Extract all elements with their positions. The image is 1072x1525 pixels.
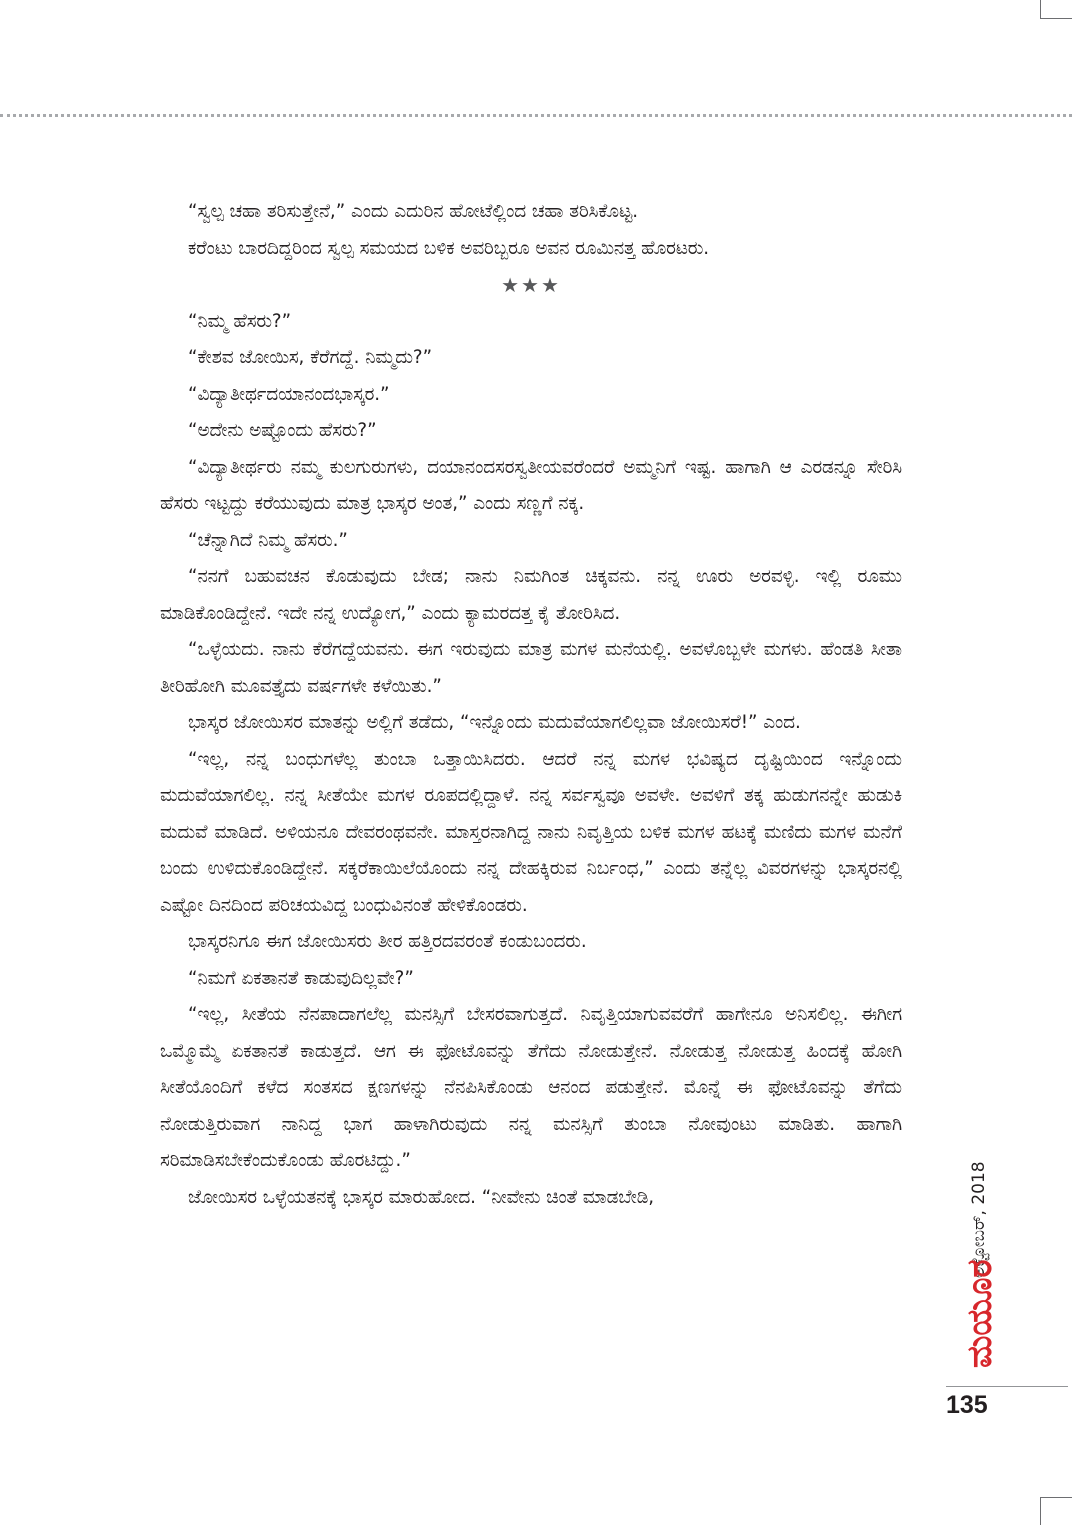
- paragraph: “ಕೇಶವ ಜೋಯಿಸ, ಕೆರೆಗದ್ದೆ. ನಿಮ್ಮದು?”: [188, 347, 433, 368]
- paragraph: “ಚೆನ್ನಾಗಿದೆ ನಿಮ್ಮ ಹೆಸರು.”: [188, 529, 348, 551]
- page-number-rule: [946, 1386, 1068, 1387]
- paragraph: “ಒಳ್ಳೆಯದು. ನಾನು ಕೆರೆಗದ್ದೆಯವನು. ಈಗ ಇರುವುದು ಮಾತ್ರ ಮಗಳ ಮನೆಯಲ್ಲಿ. ಅವಳೊಬ್ಬಳೇ ಮಗಳು. ಹೆಂಡತಿ ಸೀತಾ ತೀರಿಹೋಗಿ ಮೂವತ್ತೈದು ವರ್ಷಗಳೇ ಕಳೆಯಿತು.”: [160, 639, 902, 697]
- crop-mark-top: [1040, 0, 1041, 18]
- paragraph: “ಇಲ್ಲ, ನನ್ನ ಬಂಧುಗಳೆಲ್ಲ ತುಂಬಾ ಒತ್ತಾಯಿಸಿದರು. ಆದರೆ ನನ್ನ ಮಗಳ ಭವಿಷ್ಯದ ದೃಷ್ಟಿಯಿಂದ ಇನ್ನೊಂದು ಮದುವೆಯಾಗಲಿಲ್ಲ. ನನ್ನ ಸೀತೆಯೇ ಮಗಳ ರೂಪದಲ್ಲಿದ್ದಾಳೆ. ನನ್ನ ಸರ್ವಸ್ವವೂ ಅವಳೇ. ಅವಳಿಗೆ ತಕ್ಕ ಹುಡುಗನನ್ನೇ ಹುಡುಕಿ ಮದುವೆ ಮಾಡಿದೆ. ಅಳಿಯನೂ ದೇವರಂಥವನೇ. ಮಾಸ್ತರನಾಗಿದ್ದ ನಾನು ನಿವೃತ್ತಿಯ ಬಳಿಕ ಮಗಳ ಹಟಕ್ಕೆ ಮಣಿದು ಮಗಳ ಮನೆಗೆ ಬಂದು ಉಳಿದುಕೊಂಡಿದ್ದೇನೆ. ಸಕ್ಕರೆಕಾಯಿಲೆಯೊಂದು ನನ್ನ ದೇಹಕ್ಕಿರುವ ನಿರ್ಬಂಧ,” ಎಂದು ತನ್ನೆಲ್ಲ ವಿವರಗಳನ್ನು ಭಾಸ್ಕರನಲ್ಲಿ ಎಷ್ಟೋ ದಿನದಿಂದ ಪರಿಚಯವಿದ್ದ ಬಂಧುವಿನಂತೆ ಹೇಳಿಕೊಂಡರು.: [160, 748, 902, 916]
- crop-mark-top-horizontal: [1040, 18, 1072, 19]
- paragraph: “ಇಲ್ಲ, ಸೀತೆಯ ನೆನಪಾದಾಗಲೆಲ್ಲ ಮನಸ್ಸಿಗೆ ಬೇಸರವಾಗುತ್ತದೆ. ನಿವೃತ್ತಿಯಾಗುವವರೆಗೆ ಹಾಗೇನೂ ಅನಿಸಲಿಲ್ಲ. ಈಗೀಗ ಒಮ್ಮೊಮ್ಮೆ ಏಕತಾನತೆ ಕಾಡುತ್ತದೆ. ಆಗ ಈ ಫೋಟೊವನ್ನು ತೆಗೆದು ನೋಡುತ್ತೇನೆ. ನೋಡುತ್ತ ನೋಡುತ್ತ ಹಿಂದಕ್ಕೆ ಹೋಗಿ ಸೀತೆಯೊಂದಿಗೆ ಕಳೆದ ಸಂತಸದ ಕ್ಷಣಗಳನ್ನು ನೆನಪಿಸಿಕೊಂಡು ಆನಂದ ಪಡುತ್ತೇನೆ. ಮೊನ್ನೆ ಈ ಫೋಟೊವನ್ನು ತೆಗೆದು ನೋಡುತ್ತಿರುವಾಗ ನಾನಿದ್ದ ಭಾಗ ಹಾಳಾಗಿರುವುದು ನನ್ನ ಮನಸ್ಸಿಗೆ ತುಂಬಾ ನೋವುಂಟು ಮಾಡಿತು. ಹಾಗಾಗಿ ಸರಿಮಾಡಿಸಬೇಕೆಂದುಕೊಂಡು ಹೊರಟಿದ್ದು.”: [160, 1004, 902, 1171]
- magazine-logo: [958, 1259, 1002, 1368]
- crop-mark-bottom: [1040, 1497, 1041, 1525]
- page-number: 135: [946, 1391, 988, 1419]
- crop-mark-bottom-horizontal: [1040, 1497, 1072, 1498]
- header-dotted-rule: [0, 114, 1072, 117]
- issue-date: ಅಕ್ಟೋಬರ್, 2018: [969, 1161, 989, 1278]
- paragraph: “ಅದೇನು ಅಷ್ಟೊಂದು ಹೆಸರು?”: [188, 420, 377, 441]
- paragraph: ಭಾಸ್ಕರ ಜೋಯಿಸರ ಮಾತನ್ನು ಅಲ್ಲಿಗೆ ತಡೆದು, “ಇನ್ನೊಂದು ಮದುವೆಯಾಗಲಿಲ್ಲವಾ ಜೋಯಿಸರೆ!” ಎಂದ.: [188, 712, 801, 733]
- paragraph: “ನಿಮಗೆ ಏಕತಾನತೆ ಕಾಡುವುದಿಲ್ಲವೇ?”: [188, 967, 414, 989]
- paragraph: ಭಾಸ್ಕರನಿಗೂ ಈಗ ಜೋಯಿಸರು ತೀರ ಹತ್ತಿರದವರಂತೆ ಕಂಡುಬಂದರು.: [188, 931, 587, 952]
- paragraph: “ನನಗೆ ಬಹುವಚನ ಕೊಡುವುದು ಬೇಡ; ನಾನು ನಿಮಗಿಂತ ಚಿಕ್ಕವನು. ನನ್ನ ಊರು ಅರವಳ್ಳಿ. ಇಲ್ಲಿ ರೂಮು ಮಾಡಿಕೊಂಡಿದ್ದೇನೆ. ಇದೇ ನನ್ನ ಉದ್ಯೋಗ,” ಎಂದು ಕ್ಯಾಮರದತ್ತ ಕೈ ತೋರಿಸಿದ.: [160, 566, 902, 624]
- paragraph: “ನಿಮ್ಮ ಹೆಸರು?”: [188, 310, 292, 332]
- paragraph: ಕರೆಂಟು ಬಾರದಿದ್ದರಿಂದ ಸ್ವಲ್ಪ ಸಮಯದ ಬಳಿಕ ಅವರಿಬ್ಬರೂ ಅವನ ರೂಮಿನತ್ತ ಹೊರಟರು.: [188, 237, 710, 259]
- paragraph: “ಸ್ವಲ್ಪ ಚಹಾ ತರಿಸುತ್ತೇನೆ,” ಎಂದು ಎದುರಿನ ಹೋಟೆಲ್ಲಿಂದ ಚಹಾ ತರಿಸಿಕೊಟ್ಟ.: [188, 201, 639, 222]
- paragraph: ಜೋಯಿಸರ ಒಳ್ಳೆಯತನಕ್ಕೆ ಭಾಸ್ಕರ ಮಾರುಹೋದ. “ನೀವೇನು ಚಿಂತೆ ಮಾಡಬೇಡಿ,: [188, 1186, 655, 1208]
- section-separator: ★★★: [501, 273, 561, 297]
- magazine-logo-text: ಮಯೂರ: [960, 1259, 1000, 1368]
- paragraph: “ವಿದ್ಯಾತೀರ್ಥದಯಾನಂದಭಾಸ್ಕರ.”: [188, 383, 390, 405]
- article-body: [160, 194, 902, 1216]
- paragraph: “ವಿದ್ಯಾತೀರ್ಥರು ನಮ್ಮ ಕುಲಗುರುಗಳು, ದಯಾನಂದಸರಸ್ವತೀಯವರೆಂದರೆ ಅಮ್ಮನಿಗೆ ಇಷ್ಟ. ಹಾಗಾಗಿ ಆ ಎರಡನ್ನೂ ಸೇರಿಸಿ ಹೆಸರು ಇಟ್ಟದ್ದು ಕರೆಯುವುದು ಮಾತ್ರ ಭಾಸ್ಕರ ಅಂತ,” ಎಂದು ಸಣ್ಣಗೆ ನಕ್ಕ.: [160, 456, 902, 514]
